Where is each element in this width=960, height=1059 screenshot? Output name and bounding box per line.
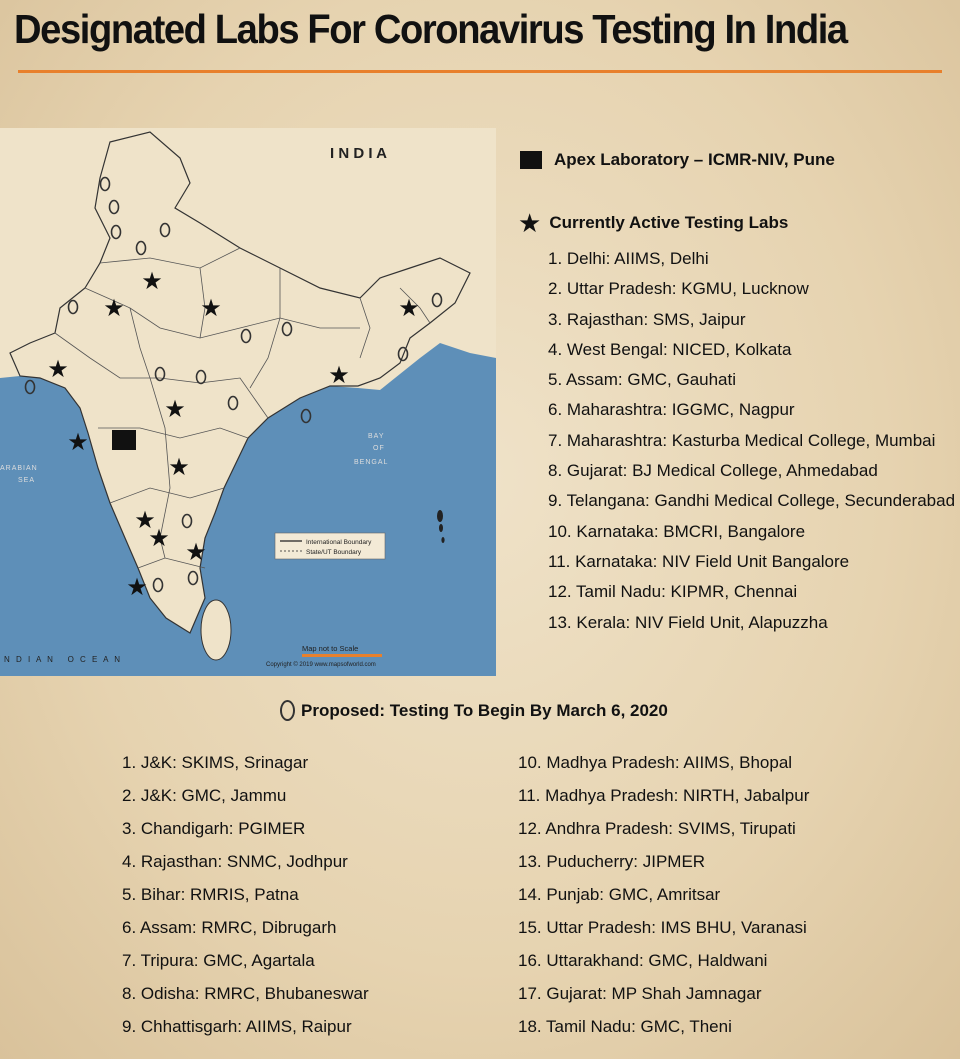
active-lab-star: ★ [148, 524, 170, 552]
page-title: Designated Labs For Coronavirus Testing In India [14, 6, 847, 52]
active-lab-star: ★ [328, 361, 350, 389]
list-item: 18. Tamil Nadu: GMC, Theni [518, 1017, 732, 1036]
international-boundary-label: International Boundary [306, 539, 372, 546]
list-item: 2. J&K: GMC, Jammu [122, 786, 287, 805]
list-item: 12. Tamil Nadu: KIPMR, Chennai [548, 582, 798, 602]
list-item: 7. Maharashtra: Kasturba Medical College, Mumbai [548, 430, 936, 450]
scale-note: Map not to Scale [302, 644, 359, 653]
active-lab-star: ★ [134, 506, 156, 534]
active-lab-star: ★ [103, 294, 125, 322]
active-lab-star: ★ [164, 395, 186, 423]
list-item: 3. Chandigarh: PGIMER [122, 819, 306, 838]
proposed-labs-list-left [122, 750, 369, 1047]
active-lab-star: ★ [398, 294, 420, 322]
legend-apex-label: Apex Laboratory – ICMR-NIV, Pune [554, 150, 835, 169]
legend-proposed-label: Proposed: Testing To Begin By March 6, 2020 [301, 700, 668, 720]
star-icon: ★ [518, 208, 542, 238]
list-item: 5. Assam: GMC, Gauhati [548, 370, 737, 390]
list-item: 4. West Bengal: NICED, Kolkata [548, 339, 792, 359]
country-label: I N D I A [330, 145, 387, 162]
legend-proposed-labs [280, 700, 668, 721]
active-lab-star: ★ [168, 453, 190, 481]
sea-label: BAY [368, 433, 385, 440]
list-item: 7. Tripura: GMC, Agartala [122, 951, 315, 970]
apex-lab-marker [112, 430, 136, 450]
list-item: 1. J&K: SKIMS, Srinagar [122, 753, 309, 772]
active-lab-star: ★ [126, 573, 148, 601]
active-lab-star: ★ [141, 267, 163, 295]
list-item: 11. Madhya Pradesh: NIRTH, Jabalpur [518, 786, 810, 805]
oval-icon [280, 700, 295, 721]
list-item: 14. Punjab: GMC, Amritsar [518, 885, 721, 904]
legend-active-labs [518, 208, 789, 238]
list-item: 13. Puducherry: JIPMER [518, 852, 706, 871]
active-lab-star: ★ [47, 355, 69, 383]
list-item: 13. Kerala: NIV Field Unit, Alapuzzha [548, 612, 828, 632]
active-lab-star: ★ [200, 294, 222, 322]
title-underline [18, 70, 942, 73]
list-item: 8. Odisha: RMRC, Bhubaneswar [122, 984, 369, 1003]
list-item: 4. Rajasthan: SNMC, Jodhpur [122, 852, 348, 871]
list-item: 9. Telangana: Gandhi Medical College, Secunderabad [548, 491, 956, 511]
list-item: 6. Assam: RMRC, Dibrugarh [122, 918, 337, 937]
list-item: 15. Uttar Pradesh: IMS BHU, Varanasi [518, 918, 807, 937]
list-item: 17. Gujarat: MP Shah Jamnagar [518, 984, 762, 1003]
list-item: 6. Maharashtra: IGGMC, Nagpur [548, 400, 795, 420]
scale-bar [302, 654, 382, 657]
list-item: 10. Madhya Pradesh: AIIMS, Bhopal [518, 753, 793, 772]
sea-label: BENGAL [354, 459, 389, 466]
sea-label: ARABIAN [0, 465, 38, 472]
list-item: 11. Karnataka: NIV Field Unit Bangalore [548, 551, 850, 571]
active-lab-star: ★ [185, 538, 207, 566]
legend-active-label: Currently Active Testing Labs [549, 213, 789, 232]
list-item: 10. Karnataka: BMCRI, Bangalore [548, 521, 806, 541]
list-item: 9. Chhattisgarh: AIIMS, Raipur [122, 1017, 352, 1036]
sea-label: SEA [18, 477, 36, 484]
sea-label: N D I A N O C E A N [4, 655, 123, 664]
list-item: 2. Uttar Pradesh: KGMU, Lucknow [548, 279, 809, 299]
copyright: Copyright © 2019 www.mapsofworld.com [266, 662, 376, 668]
list-item: 12. Andhra Pradesh: SVIMS, Tirupati [518, 819, 796, 838]
proposed-labs-list-right [518, 750, 809, 1047]
list-item: 3. Rajasthan: SMS, Jaipur [548, 309, 746, 329]
legend-apex-lab [520, 150, 835, 170]
boundary-legend [275, 533, 385, 559]
active-lab-star: ★ [67, 428, 89, 456]
active-labs-list [548, 246, 955, 640]
sri-lanka [201, 600, 231, 660]
list-item: 16. Uttarakhand: GMC, Haldwani [518, 951, 768, 970]
state-boundary-label: State/UT Boundary [306, 549, 362, 556]
apex-square-icon [520, 151, 542, 169]
list-item: 5. Bihar: RMRIS, Patna [122, 885, 299, 904]
india-map [0, 128, 496, 676]
list-item: 1. Delhi: AIIMS, Delhi [548, 249, 709, 268]
sea-label: OF [373, 445, 385, 452]
list-item: 8. Gujarat: BJ Medical College, Ahmedabad [548, 461, 878, 481]
